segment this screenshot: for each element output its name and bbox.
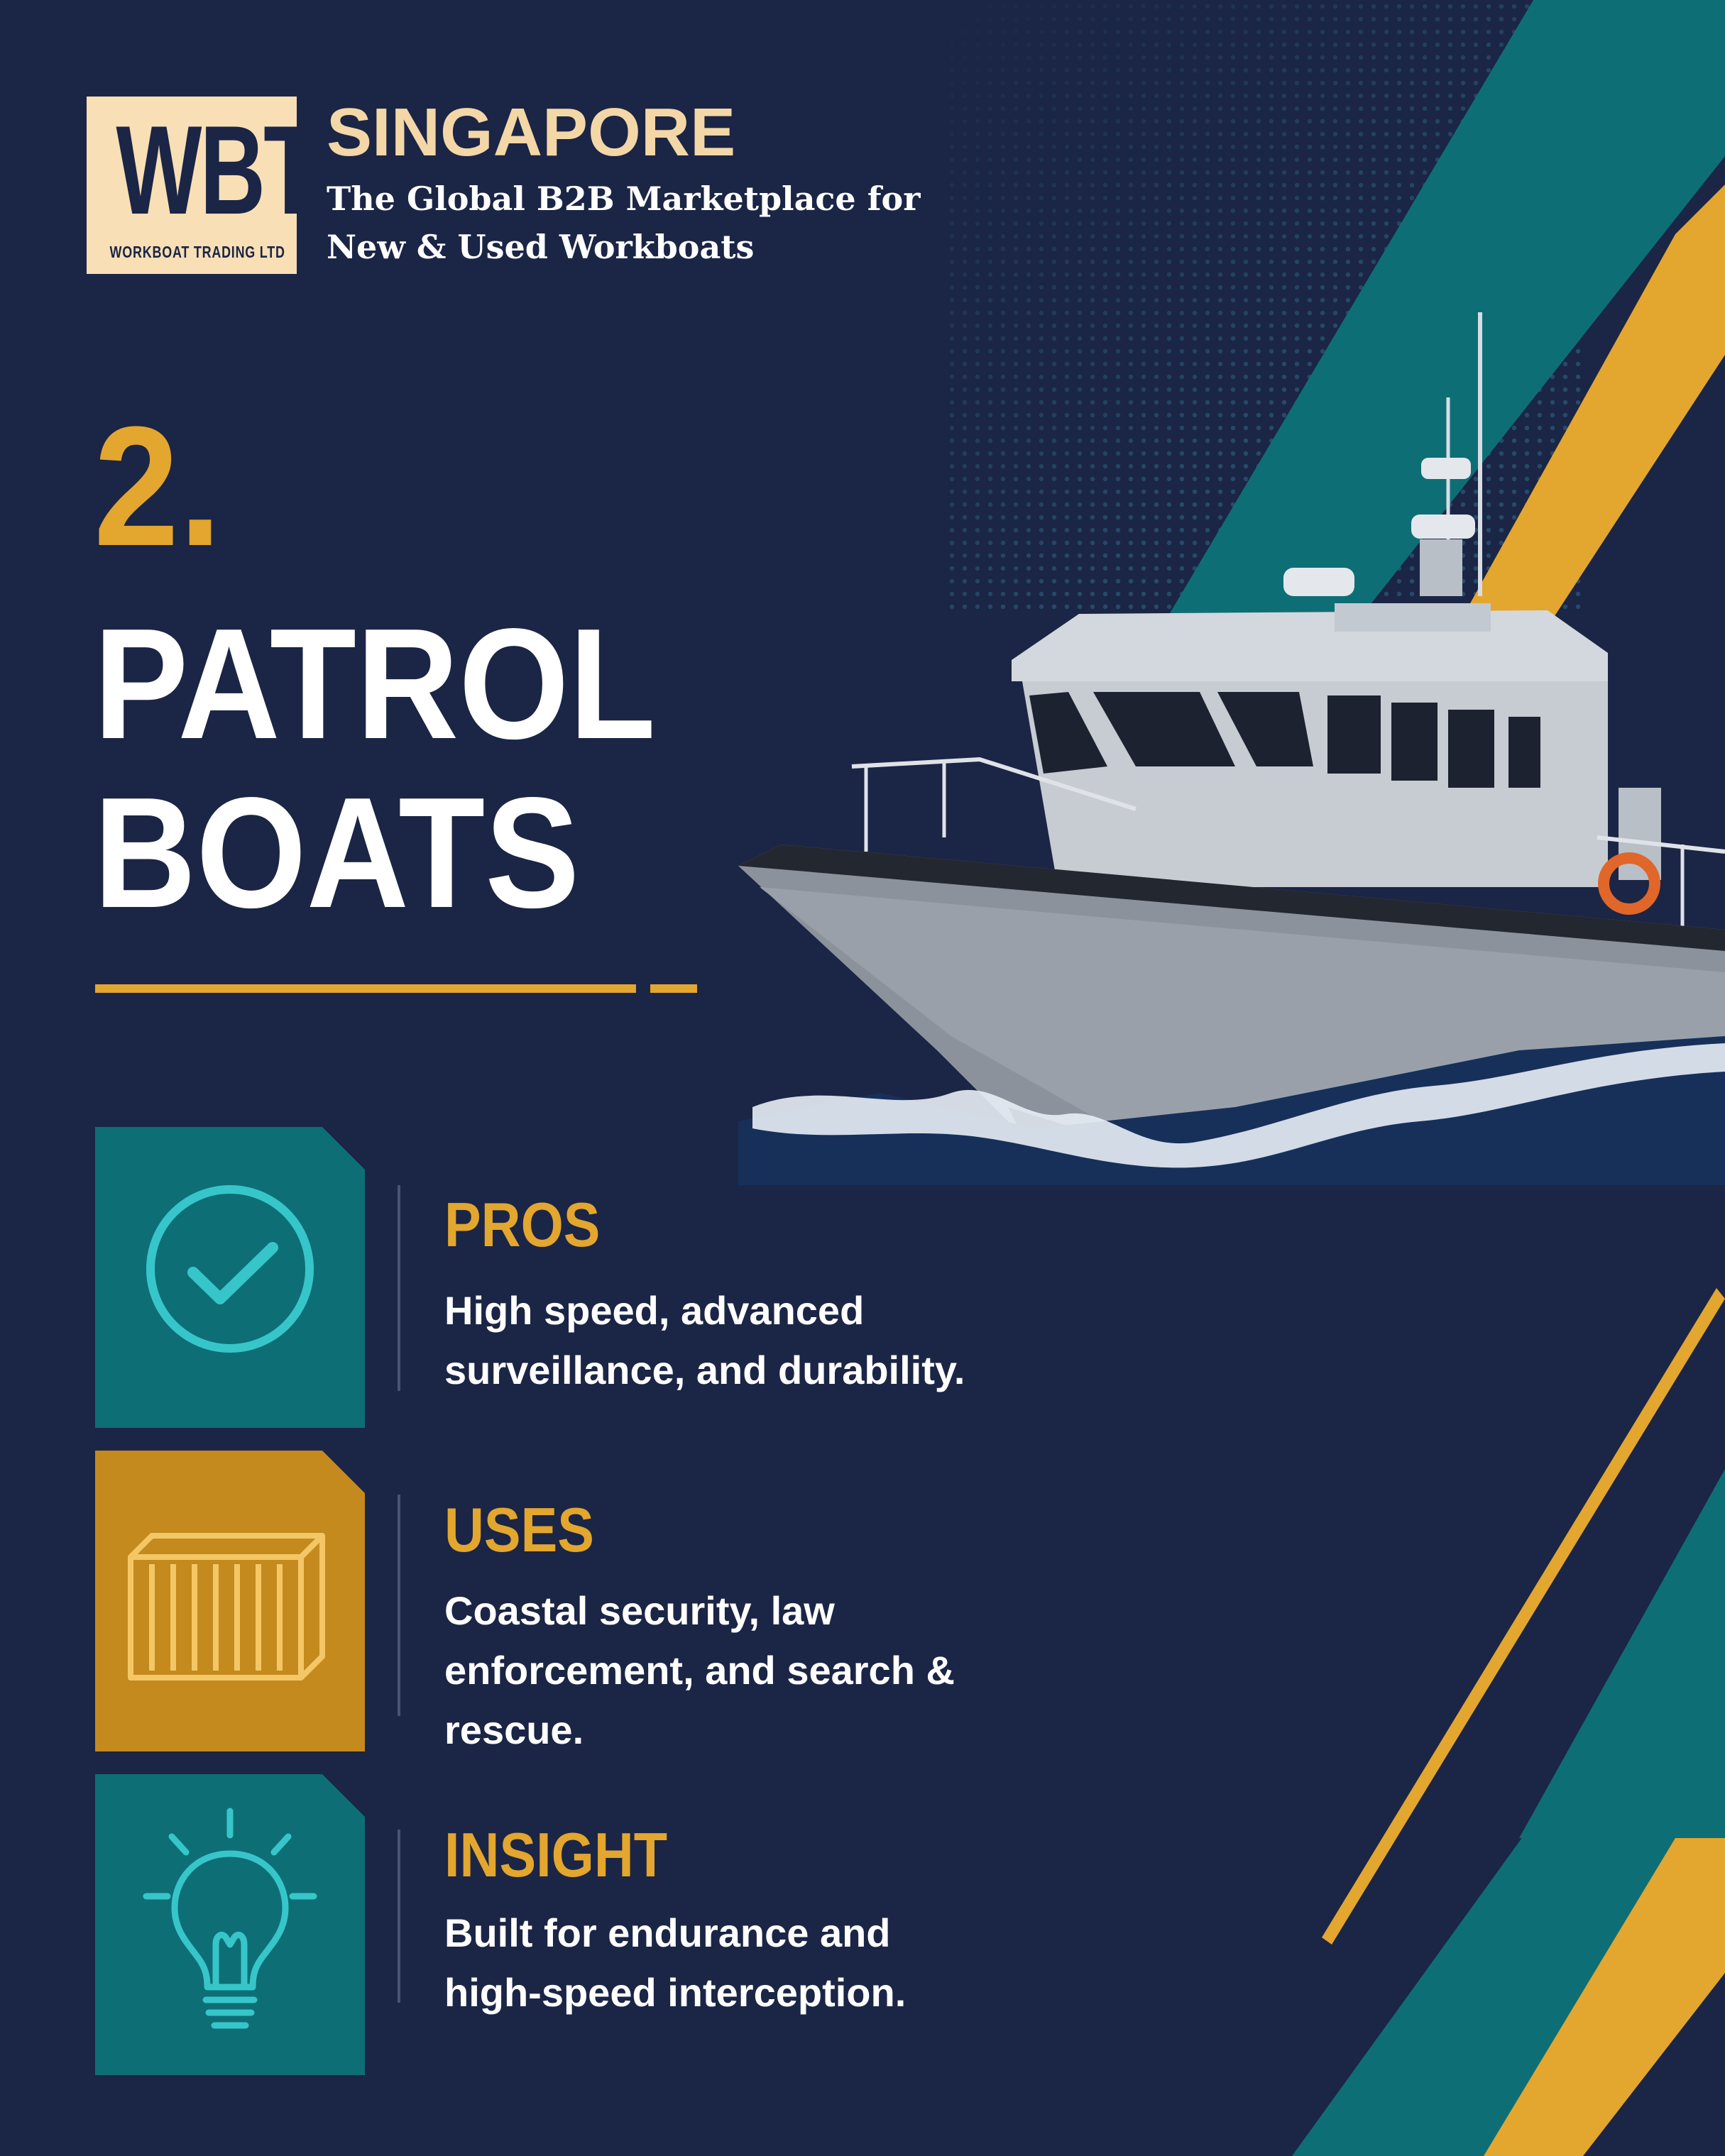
tagline-line-1: The Global B2B Marketplace for <box>327 180 921 218</box>
page-title <box>94 596 656 941</box>
brand-city: SINGAPORE <box>327 94 736 170</box>
title-line-1: PATROL <box>94 596 656 772</box>
insight-text: Built for endurance and high-speed interception. <box>444 1910 907 2015</box>
insight-divider <box>398 1830 400 2003</box>
uses-divider <box>398 1495 400 1716</box>
logo-subtext: WORKBOAT TRADING LTD <box>109 243 285 261</box>
brand-tagline <box>327 175 965 271</box>
title-underline-dash <box>650 984 697 993</box>
pros-text: High speed, advanced surveillance, and durability. <box>444 1288 965 1392</box>
insight-icon-box <box>95 1774 365 2075</box>
pros-heading: PROS <box>444 1189 601 1260</box>
section-number: 2. <box>94 391 222 581</box>
title-underline <box>95 984 636 993</box>
title-line-2: BOATS <box>94 765 580 941</box>
pros-icon-box <box>95 1127 365 1428</box>
logo-text: WBT <box>116 99 317 241</box>
wbt-logo <box>87 97 317 274</box>
tagline-line-2: New & Used Workboats <box>327 228 755 266</box>
insight-heading: INSIGHT <box>444 1820 668 1890</box>
uses-icon-box <box>95 1451 365 1751</box>
uses-text: Coastal security, law enforcement, and search & rescue. <box>444 1588 955 1752</box>
pros-divider <box>398 1185 400 1391</box>
patrol-boat-illustration <box>738 298 1725 1185</box>
uses-heading: USES <box>444 1495 594 1565</box>
